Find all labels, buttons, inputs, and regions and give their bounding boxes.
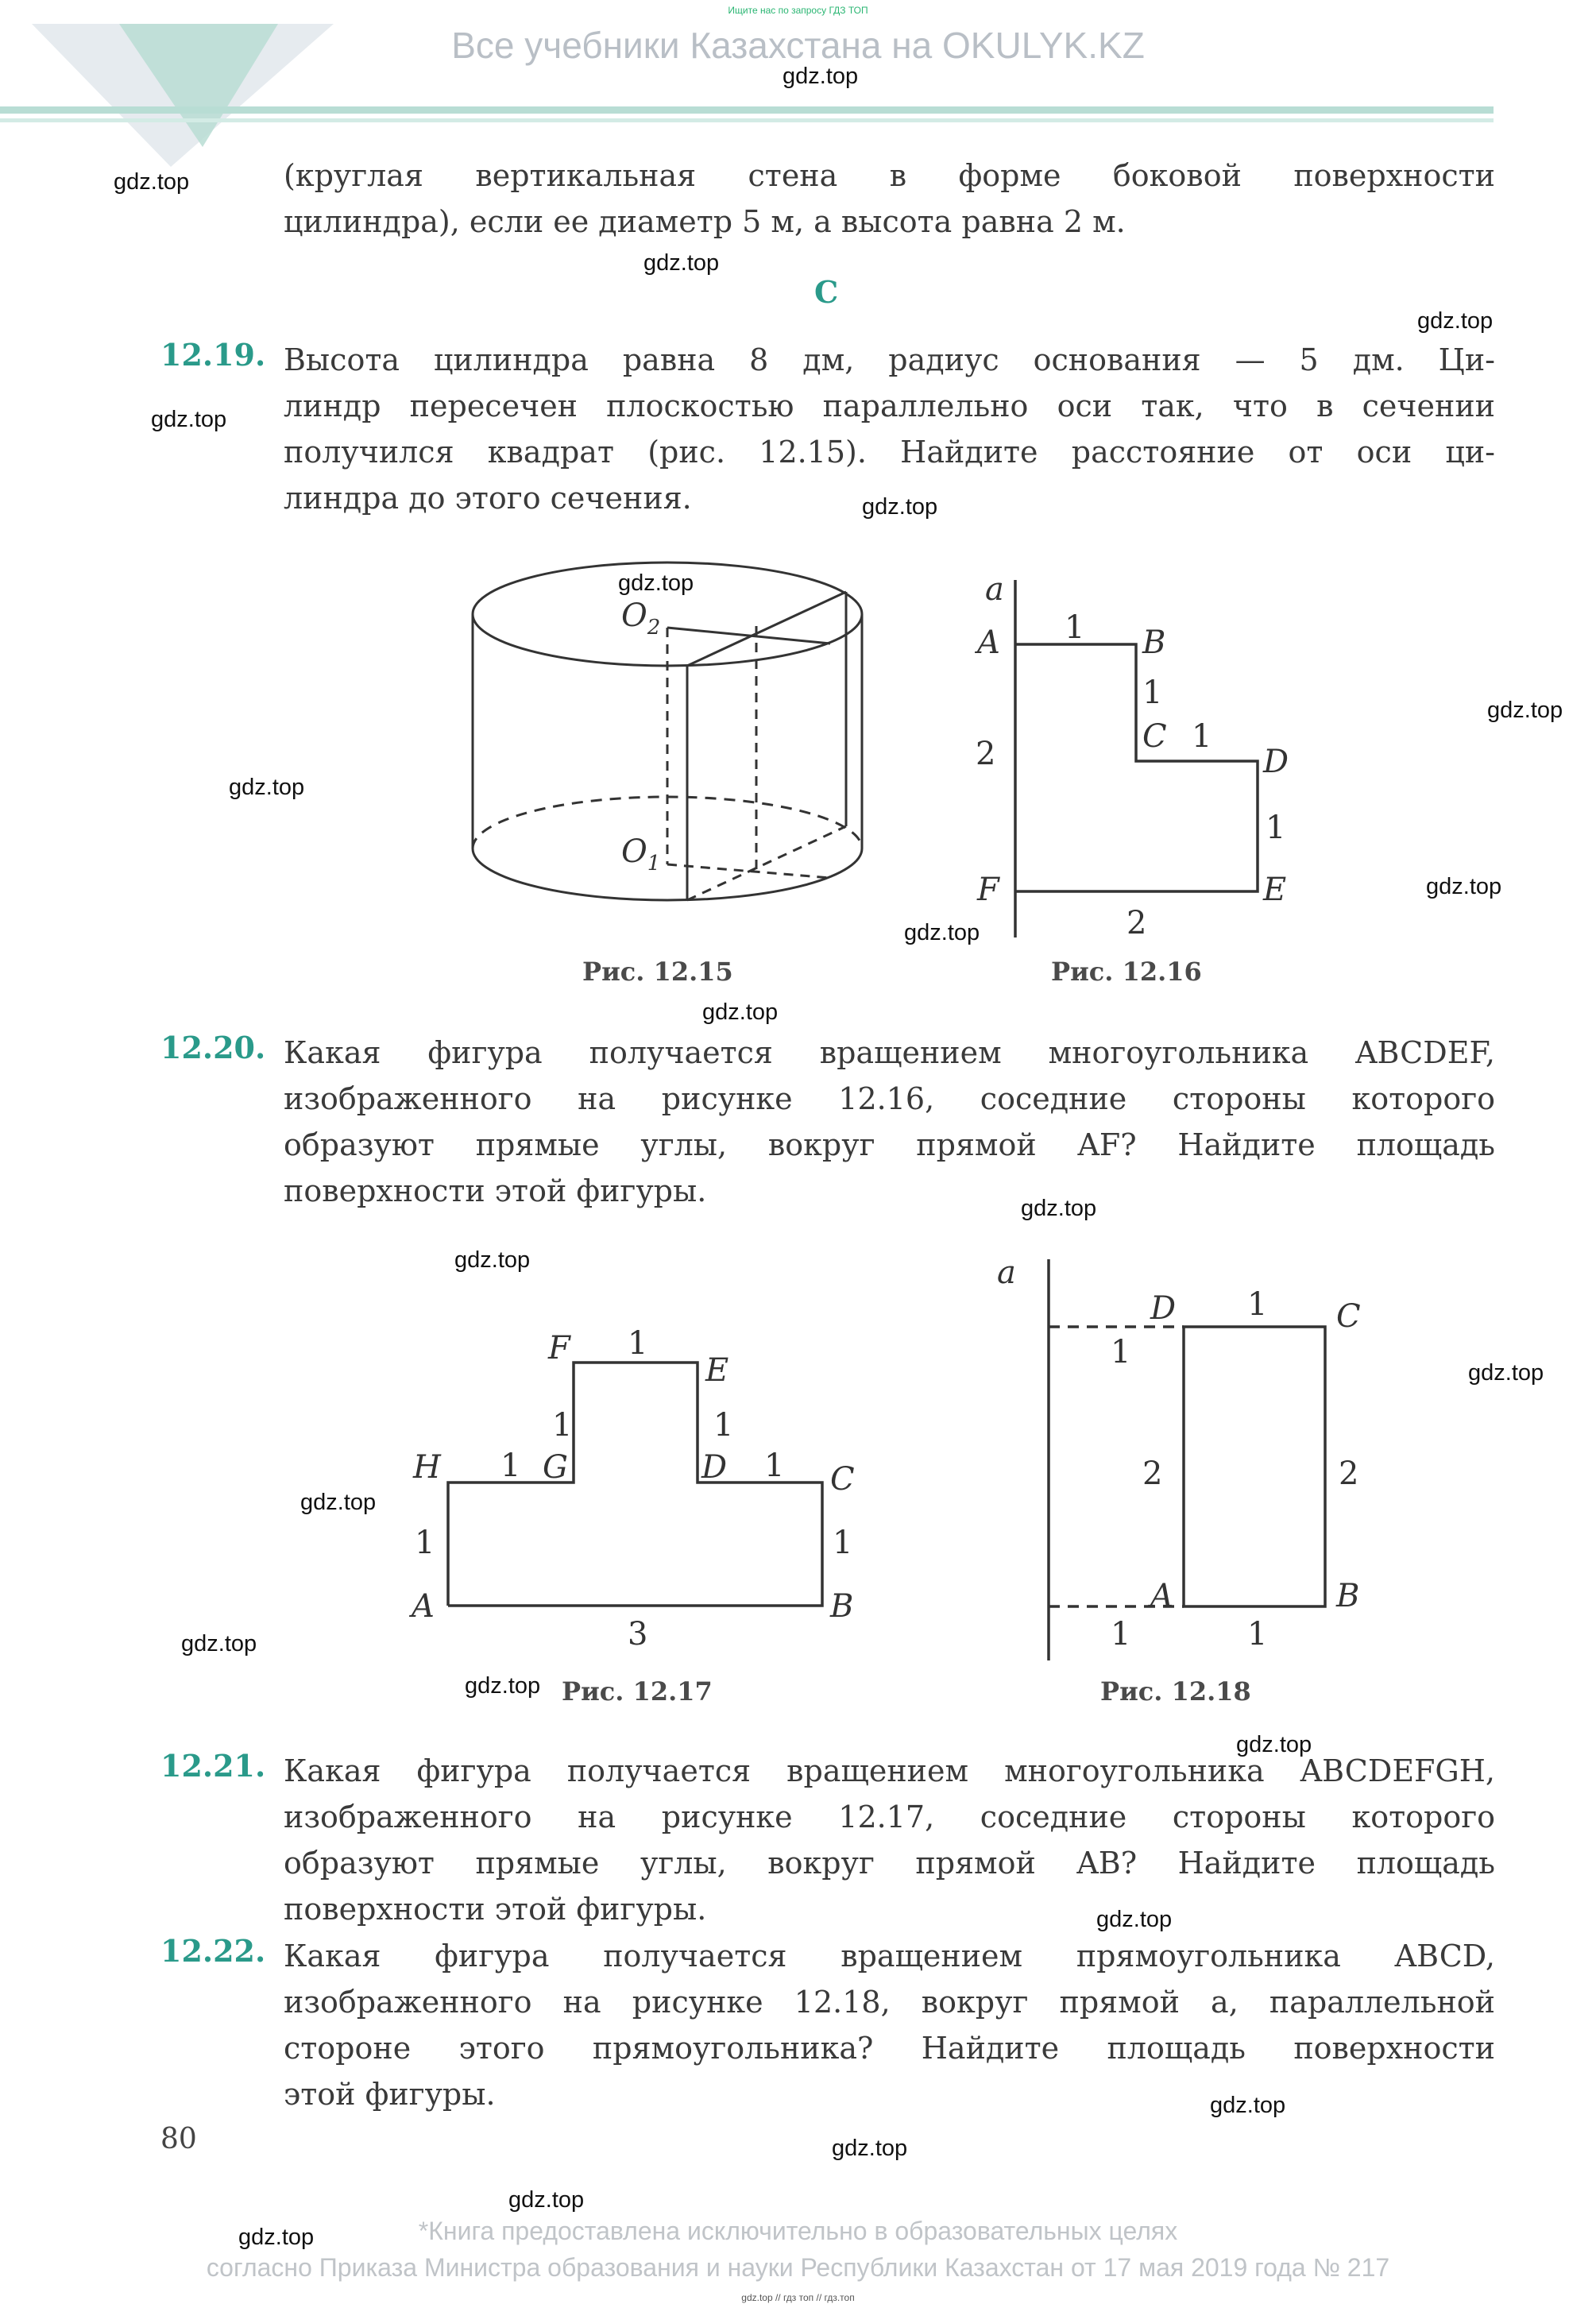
length-BC: 2: [1339, 1455, 1359, 1492]
problem-12-19-line-3: получился квадрат (рис. 12.15). Найдите расстояние от оси ци-: [284, 435, 1495, 470]
problem-12-22-line-1: Какая фигура получается вращением прямоугольника ABCD,: [284, 1939, 1495, 1973]
problem-12-20-line-4: поверхности этой фигуры.: [284, 1173, 707, 1208]
label-B: B: [1336, 1578, 1360, 1614]
section-label: C: [814, 274, 839, 310]
label-a: a: [985, 572, 1004, 608]
label-C: C: [830, 1461, 855, 1498]
watermark: gdz.top: [1210, 2093, 1286, 2118]
label-B: B: [1142, 624, 1166, 661]
watermark: gdz.top: [1426, 874, 1502, 899]
problem-12-21-line-2: изображенного на рисунке 12.17, соседние стороны которого: [284, 1800, 1495, 1834]
watermark: gdz.top: [1236, 1732, 1312, 1757]
figure-12-16: [953, 572, 1319, 945]
label-D: D: [1150, 1290, 1177, 1327]
problem-number-12-22: 12.22.: [160, 1933, 266, 1969]
watermark: gdz.top: [508, 2187, 585, 2213]
label-A: A: [977, 624, 1000, 661]
problem-12-21-line-1: Какая фигура получается вращением многоугольника ABCDEFGH,: [284, 1753, 1495, 1788]
intro-line-2: цилиндра), если ее диаметр 5 м, а высота равна 2 м.: [284, 204, 1126, 239]
length-DC: 1: [1247, 1286, 1268, 1323]
label-A: A: [412, 1588, 435, 1625]
problem-number-12-19: 12.19.: [160, 337, 266, 373]
watermark: gdz.top: [862, 494, 938, 520]
watermark: gdz.top: [643, 250, 720, 276]
footer-tiny: gdz.top // гдз топ // гдз.топ: [741, 2292, 855, 2303]
caption-12-15: Рис. 12.15: [582, 957, 733, 987]
header-stripe-bottom: [0, 118, 1494, 122]
length-FE: 2: [1126, 905, 1147, 941]
figure-12-15: [445, 556, 890, 969]
length-AH: 1: [415, 1525, 435, 1561]
rectangle-abcd: [1184, 1327, 1325, 1606]
label-A: A: [1150, 1578, 1173, 1614]
polygon-abcdef: [1015, 644, 1258, 891]
length-FE: 1: [628, 1325, 648, 1362]
watermark: gdz.top: [832, 2136, 908, 2161]
length-DE: 1: [1266, 810, 1286, 846]
caption-12-18: Рис. 12.18: [1100, 1676, 1251, 1707]
watermark: gdz.top: [1487, 698, 1563, 723]
watermark: gdz.top: [904, 920, 980, 945]
problem-12-22-line-4: этой фигуры.: [284, 2077, 496, 2112]
length-AB: 3: [628, 1616, 648, 1653]
cylinder-bottom-front-arc: [473, 849, 862, 900]
label-D: D: [1263, 744, 1289, 780]
watermark: gdz.top: [238, 2225, 315, 2250]
problem-number-12-20: 12.20.: [160, 1030, 266, 1065]
watermark: gdz.top: [465, 1673, 541, 1699]
length-DE: 1: [713, 1407, 734, 1444]
watermark: gdz.top: [151, 407, 227, 432]
figure-12-17: [397, 1319, 890, 1668]
label-o1: $O_1$: [621, 833, 661, 876]
watermark: gdz.top: [300, 1490, 377, 1515]
watermark: gdz.top: [454, 1247, 531, 1273]
problem-12-19-line-4: линдра до этого сечения.: [284, 481, 692, 516]
length-GF: 1: [552, 1407, 573, 1444]
section-chord-top: [687, 592, 846, 666]
caption-12-16: Рис. 12.16: [1051, 957, 1202, 987]
footer-line-2: согласно Приказа Министра образования и науки Республики Казахстан от 17 мая 2019 года № 217: [206, 2253, 1390, 2282]
length-AD: 2: [1142, 1455, 1163, 1492]
length-DC: 1: [764, 1448, 785, 1484]
problem-number-12-21: 12.21.: [160, 1748, 266, 1784]
label-o2: $O_2$: [621, 597, 661, 640]
label-E: E: [705, 1352, 729, 1389]
label-B: B: [830, 1588, 854, 1625]
length-HG: 1: [500, 1448, 521, 1484]
length-AB: 1: [1065, 609, 1085, 646]
page-number: 80: [160, 2123, 197, 2155]
label-E: E: [1263, 872, 1287, 908]
length-BC: 1: [833, 1525, 853, 1561]
problem-12-20-line-2: изображенного на рисунке 12.16, соседние стороны которого: [284, 1081, 1495, 1116]
label-H: H: [413, 1449, 441, 1486]
problem-12-21-line-3: образуют прямые углы, вокруг прямой AB? Найдите площадь: [284, 1846, 1495, 1881]
site-banner[interactable]: Все учебники Казахстана на OKULYK.KZ: [451, 25, 1145, 66]
section-chord-bottom: [687, 826, 846, 900]
cylinder-bottom-back-arc: [473, 797, 862, 849]
length-bottom-gap: 1: [1111, 1616, 1131, 1653]
figure-12-18: [969, 1247, 1366, 1668]
label-G: G: [543, 1449, 568, 1486]
label-F: F: [548, 1330, 570, 1367]
watermark: gdz.top: [181, 1631, 257, 1656]
watermark: gdz.top: [1021, 1196, 1097, 1221]
problem-12-19-line-2: линдр пересечен плоскостью параллельно оси так, что в сечении: [284, 389, 1495, 423]
problem-12-20-line-3: образуют прямые углы, вокруг прямой AF? Найдите площадь: [284, 1127, 1495, 1162]
label-C: C: [1336, 1298, 1361, 1335]
header-stripe-top: [0, 106, 1494, 114]
length-AF: 2: [976, 736, 996, 772]
problem-12-20-line-1: Какая фигура получается вращением многоугольника ABCDEF,: [284, 1035, 1495, 1070]
problem-12-22-line-3: стороне этого прямоугольника? Найдите площадь поверхности: [284, 2031, 1495, 2066]
length-BC: 1: [1142, 675, 1163, 711]
watermark: gdz.top: [1468, 1360, 1544, 1386]
intro-line-1: (круглая вертикальная стена в форме боковой поверхности: [284, 158, 1495, 193]
watermark: gdz.top: [229, 775, 305, 800]
problem-12-21-line-4: поверхности этой фигуры.: [284, 1892, 707, 1927]
watermark: gdz.top: [1417, 308, 1494, 334]
label-a: a: [997, 1254, 1016, 1291]
footer-line-1: *Книга предоставлена исключительно в образовательных целях: [418, 2217, 1178, 2245]
watermark: gdz.top: [783, 64, 859, 89]
top-note: Ищите нас по запросу ГДЗ ТОП: [728, 5, 868, 16]
polygon-abcdefgh: [448, 1363, 822, 1606]
label-F: F: [977, 872, 999, 908]
length-top-gap: 1: [1111, 1334, 1131, 1370]
radius-top: [667, 628, 830, 644]
watermark: gdz.top: [702, 999, 779, 1025]
problem-12-22-line-2: изображенного на рисунке 12.18, вокруг прямой a, параллельной: [284, 1985, 1495, 2020]
watermark: gdz.top: [618, 570, 694, 596]
problem-12-19-line-1: Высота цилиндра равна 8 дм, радиус основания — 5 дм. Ци-: [284, 342, 1495, 377]
length-AB: 1: [1247, 1616, 1268, 1653]
length-CD: 1: [1192, 718, 1212, 755]
label-C: C: [1142, 718, 1167, 755]
caption-12-17: Рис. 12.17: [562, 1676, 713, 1707]
watermark: gdz.top: [114, 169, 190, 195]
label-D: D: [701, 1449, 728, 1486]
watermark: gdz.top: [1096, 1907, 1173, 1932]
